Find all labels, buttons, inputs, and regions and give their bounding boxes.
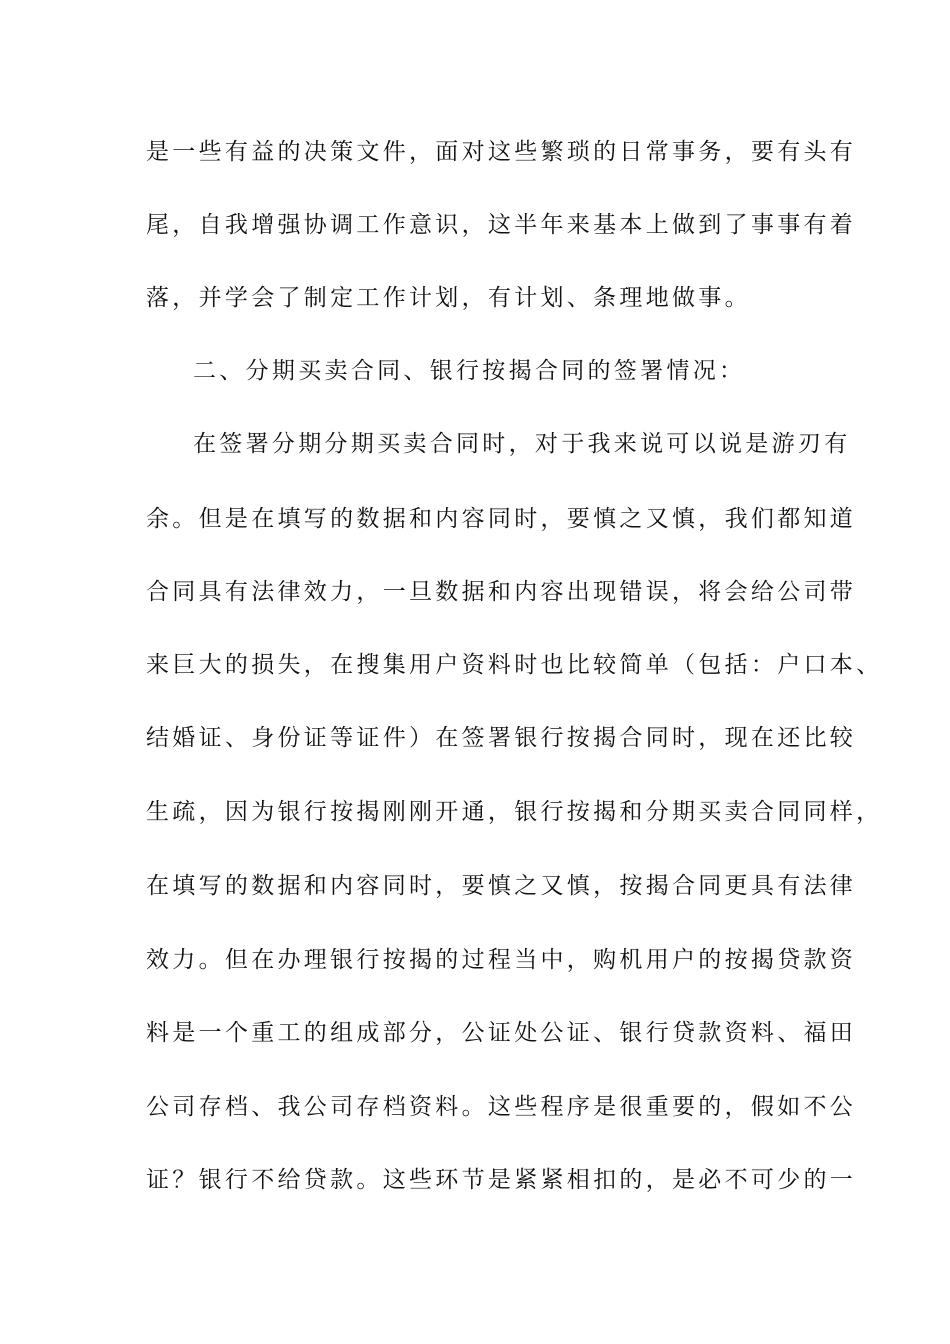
- paragraph-line: 在填写的数据和内容同时，要慎之又慎，按揭合同更具有法律: [146, 873, 857, 899]
- paragraph-line: 公司存档、我公司存档资料。这些程序是很重要的，假如不公: [146, 1094, 857, 1120]
- paragraph-line: 结婚证、身份证等证件）在签署银行按揭合同时，现在还比较: [146, 725, 857, 751]
- paragraph-line: 合同具有法律效力，一旦数据和内容出现错误，将会给公司带: [146, 579, 857, 605]
- paragraph-line: 效力。但在办理银行按揭的过程当中，购机用户的按揭贷款资: [146, 947, 857, 973]
- paragraph-line: 尾，自我增强协调工作意识，这半年来基本上做到了事事有着: [146, 212, 857, 238]
- paragraph-line: 是一些有益的决策文件，面对这些繁琐的日常事务，要有头有: [146, 139, 857, 165]
- paragraph-line: 生疏，因为银行按揭刚刚开通，银行按揭和分期买卖合同同样，: [146, 799, 883, 825]
- section-heading: 二、分期买卖合同、银行按揭合同的签署情况：: [193, 358, 746, 384]
- paragraph-line: 落，并学会了制定工作计划，有计划、条理地做事。: [146, 285, 751, 311]
- paragraph-line: 在签署分期分期买卖合同时，对于我来说可以说是游刃有: [193, 431, 851, 457]
- paragraph-line: 证？银行不给贷款。这些环节是紧紧相扣的，是必不可少的一: [146, 1167, 857, 1193]
- paragraph-line: 料是一个重工的组成部分，公证处公证、银行贷款资料、福田: [146, 1020, 857, 1046]
- paragraph-line: 来巨大的损失，在搜集用户资料时也比较简单（包括：户口本、: [146, 652, 883, 678]
- paragraph-line: 余。但是在填写的数据和内容同时，要慎之又慎，我们都知道: [146, 506, 857, 532]
